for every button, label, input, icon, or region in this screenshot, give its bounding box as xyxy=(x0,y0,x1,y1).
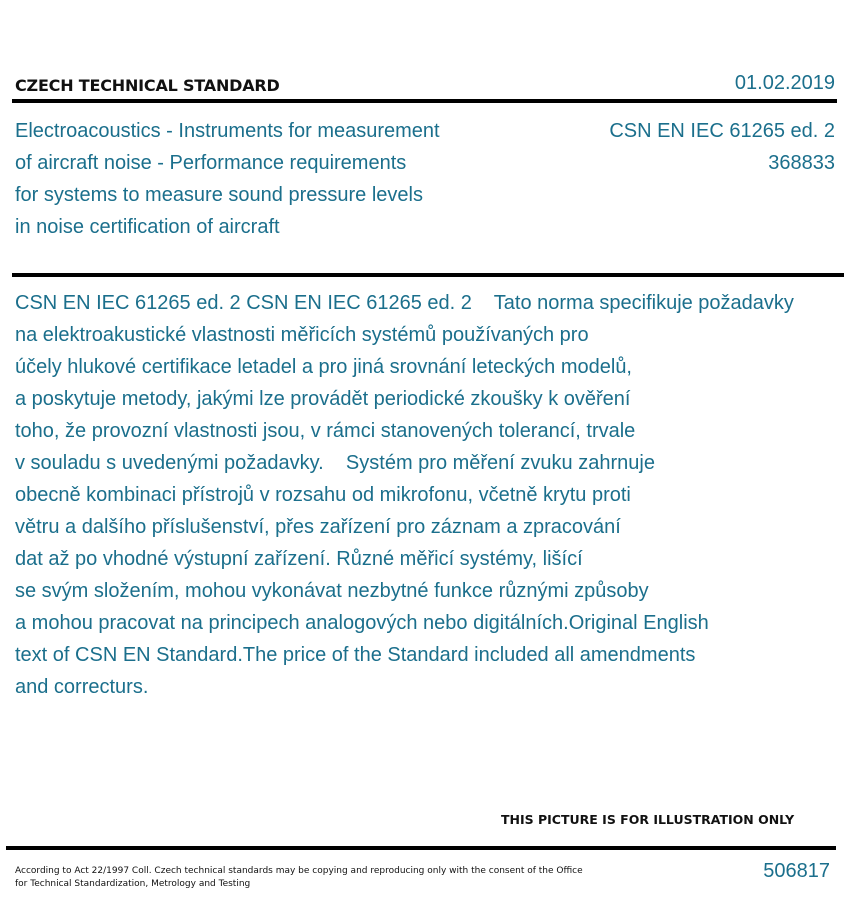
description-line: na elektroakustické vlastnosti měřicích systémů používaných pro xyxy=(15,324,589,346)
description-line: se svým složením, mohou vykonávat nezbytné funkce různými způsoby xyxy=(15,580,649,602)
footer-divider xyxy=(6,846,836,850)
description-line: obecně kombinaci přístrojů v rozsahu od mikrofonu, včetně krytu proti xyxy=(15,484,631,506)
document-id: 506817 xyxy=(763,860,830,882)
standard-title xyxy=(15,115,495,243)
description-line: účely hlukové certifikace letadel a pro jiná srovnání leteckých modelů, xyxy=(15,356,632,378)
standard-code: CSN EN IEC 61265 ed. 2 xyxy=(609,120,835,142)
description-line: dat až po vhodné výstupní zařízení. Různé měřicí systémy, lišící xyxy=(15,548,583,570)
description-line: CSN EN IEC 61265 ed. 2 CSN EN IEC 61265 ed. 2 Tato norma specifikuje požadavky xyxy=(15,292,794,314)
description-line: větru a dalšího příslušenství, přes zařízení pro záznam a zpracování xyxy=(15,516,621,538)
legal-notice xyxy=(15,865,595,891)
catalog-number: 368833 xyxy=(768,152,835,174)
legal-notice-line: According to Act 22/1997 Coll. Czech technical standards may be copying and reproducing only with the consent of the Office xyxy=(15,866,583,876)
header-divider xyxy=(12,99,837,103)
description-line: and correcturs. xyxy=(15,676,149,698)
description-line: a mohou pracovat na principech analogových nebo digitálních.Original English xyxy=(15,612,709,634)
title-line: Electroacoustics - Instruments for measurement xyxy=(15,120,440,142)
illustration-disclaimer: THIS PICTURE IS FOR ILLUSTRATION ONLY xyxy=(501,812,795,827)
description-line: a poskytuje metody, jakými lze provádět periodické zkoušky k ověření xyxy=(15,388,631,410)
standard-identifiers xyxy=(609,115,835,179)
standard-description xyxy=(15,287,860,703)
legal-notice-line: for Technical Standardization, Metrology and Testing xyxy=(15,879,251,889)
title-line: in noise certification of aircraft xyxy=(15,216,280,238)
description-line: toho, že provozní vlastnosti jsou, v rámci stanovených tolerancí, trvale xyxy=(15,420,636,442)
description-line: text of CSN EN Standard.The price of the Standard included all amendments xyxy=(15,644,696,666)
title-line: of aircraft noise - Performance requirements xyxy=(15,152,407,174)
description-line: v souladu s uvedenými požadavky. Systém pro měření zvuku zahrnuje xyxy=(15,452,655,474)
title-divider xyxy=(12,273,844,277)
title-line: for systems to measure sound pressure levels xyxy=(15,184,423,206)
document-type-heading: CZECH TECHNICAL STANDARD xyxy=(15,76,280,95)
publication-date: 01.02.2019 xyxy=(734,72,835,94)
